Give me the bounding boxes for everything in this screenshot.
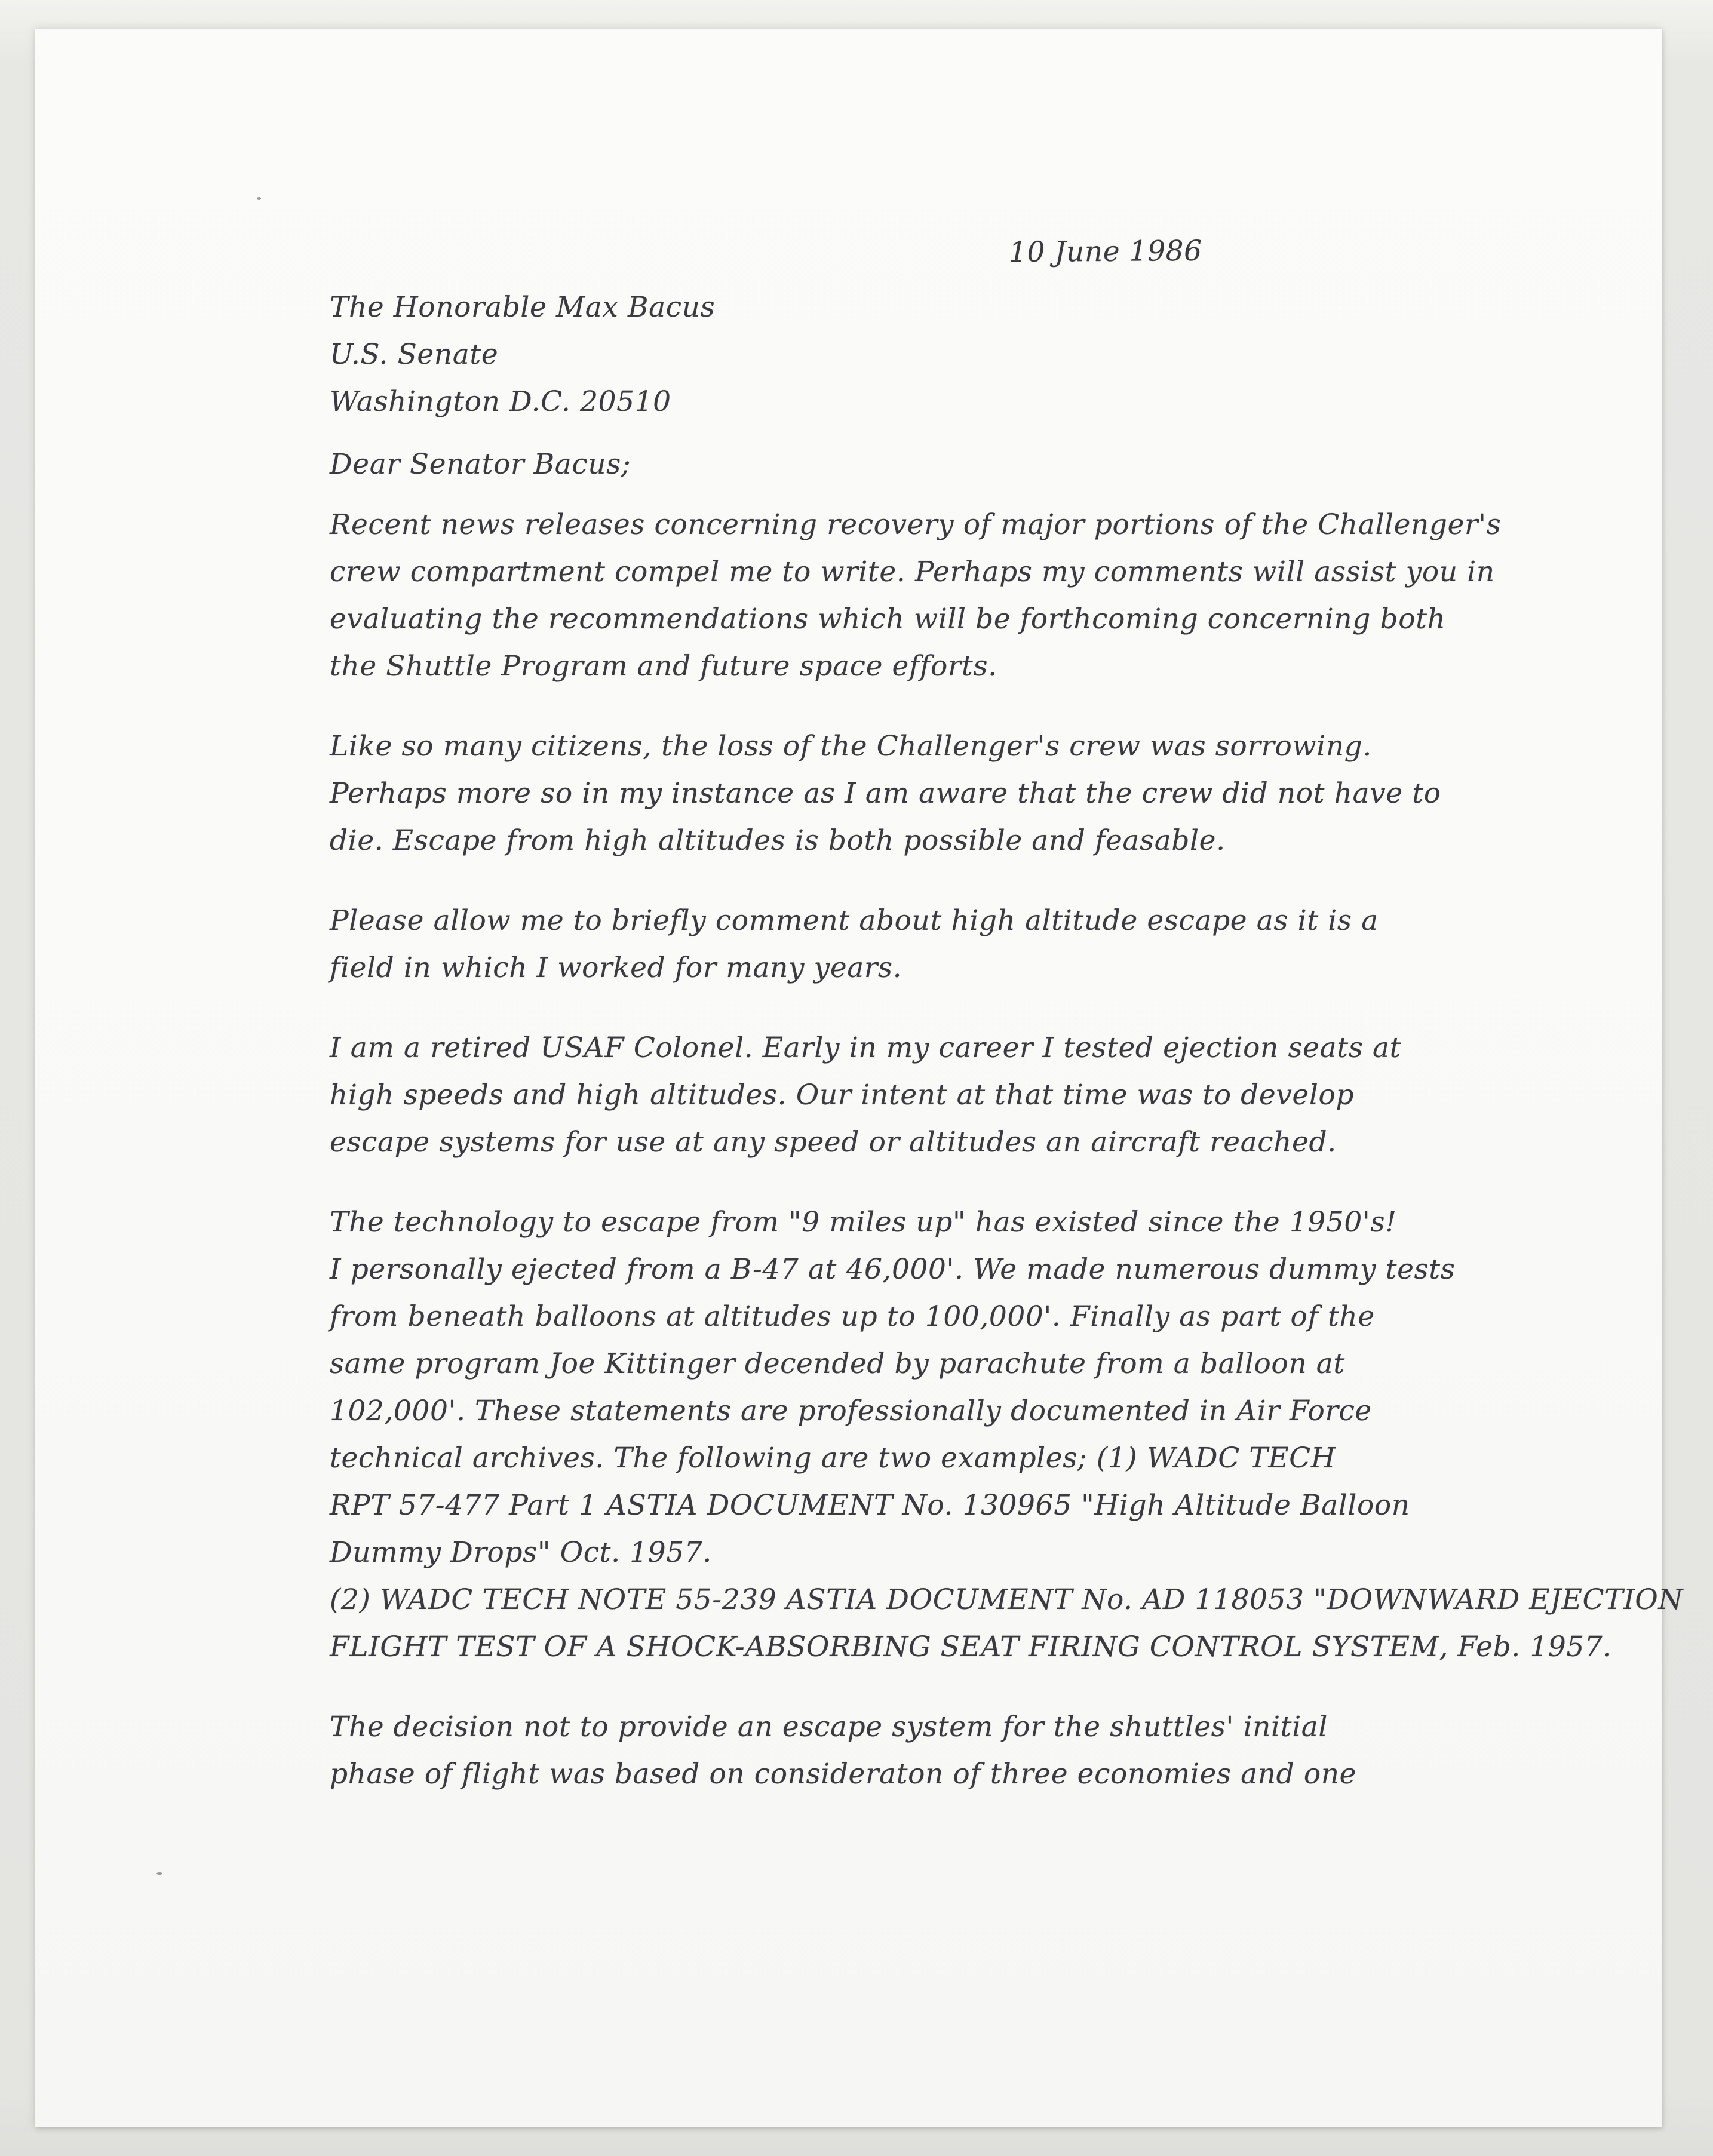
text-line: The decision not to provide an escape system for the shuttles' initial xyxy=(330,1710,1328,1743)
paragraph-technology xyxy=(330,1199,1684,1670)
letter-page xyxy=(35,29,1684,2127)
text-line: Recent news releases concerning recovery of major portions of the Challenger's xyxy=(330,508,1502,541)
paragraph-loss xyxy=(330,723,1536,864)
text-line: Dummy Drops" Oct. 1957. xyxy=(330,1536,712,1569)
scan-speck xyxy=(257,197,261,200)
paragraph-comment xyxy=(330,897,1536,991)
letter-date: 10 June 1986 xyxy=(1008,234,1202,269)
text-line: escape systems for use at any speed or altitudes an aircraft reached. xyxy=(330,1126,1337,1159)
text-line: the Shuttle Program and future space efforts. xyxy=(330,650,997,683)
text-line: The technology to escape from "9 miles up" has existed since the 1950's! xyxy=(330,1206,1397,1239)
text-line: technical archives. The following are two examples; (1) WADC TECH xyxy=(330,1442,1336,1475)
text-line: Washington D.C. 20510 xyxy=(330,385,671,418)
text-line: die. Escape from high altitudes is both possible and feasable. xyxy=(330,824,1226,857)
text-line: FLIGHT TEST OF A SHOCK-ABSORBING SEAT FIRING CONTROL SYSTEM, Feb. 1957. xyxy=(330,1630,1612,1663)
paragraph-career xyxy=(330,1024,1536,1166)
paragraph-decision xyxy=(330,1703,1536,1798)
recipient-address xyxy=(330,284,1536,425)
paragraph-intro xyxy=(330,501,1536,690)
text-line: The Honorable Max Bacus xyxy=(330,291,716,324)
text-line: (2) WADC TECH NOTE 55-239 ASTIA DOCUMENT No. AD 118053 "DOWNWARD EJECTION xyxy=(330,1583,1684,1616)
text-line: Like so many citizens, the loss of the Challenger's crew was sorrowing. xyxy=(330,730,1372,763)
text-line: from beneath balloons at altitudes up to 100,000'. Finally as part of the xyxy=(330,1300,1375,1333)
text-line: I am a retired USAF Colonel. Early in my career I tested ejection seats at xyxy=(330,1031,1402,1064)
text-line: high speeds and high altitudes. Our intent at that time was to develop xyxy=(330,1079,1355,1111)
text-line: phase of flight was based on consideraton of three economies and one xyxy=(330,1758,1357,1790)
text-line: Please allow me to briefly comment about high altitude escape as it is a xyxy=(330,904,1379,937)
text-line: same program Joe Kittinger decended by parachute from a balloon at xyxy=(330,1347,1345,1380)
text-line: field in which I worked for many years. xyxy=(330,951,902,984)
text-line: I personally ejected from a B-47 at 46,000'. We made numerous dummy tests xyxy=(330,1253,1456,1286)
scan-speck xyxy=(156,1872,162,1875)
salutation: Dear Senator Bacus; xyxy=(330,448,631,481)
text-line: evaluating the recommendations which will be forthcoming concerning both xyxy=(330,603,1446,635)
text-line: U.S. Senate xyxy=(330,338,499,371)
text-line: 102,000'. These statements are professionally documented in Air Force xyxy=(330,1395,1372,1427)
text-line: crew compartment compel me to write. Perhaps my comments will assist you in xyxy=(330,555,1495,588)
text-line: RPT 57-477 Part 1 ASTIA DOCUMENT No. 130965 "High Altitude Balloon xyxy=(330,1489,1410,1522)
text-line: Perhaps more so in my instance as I am aware that the crew did not have to xyxy=(330,777,1441,810)
